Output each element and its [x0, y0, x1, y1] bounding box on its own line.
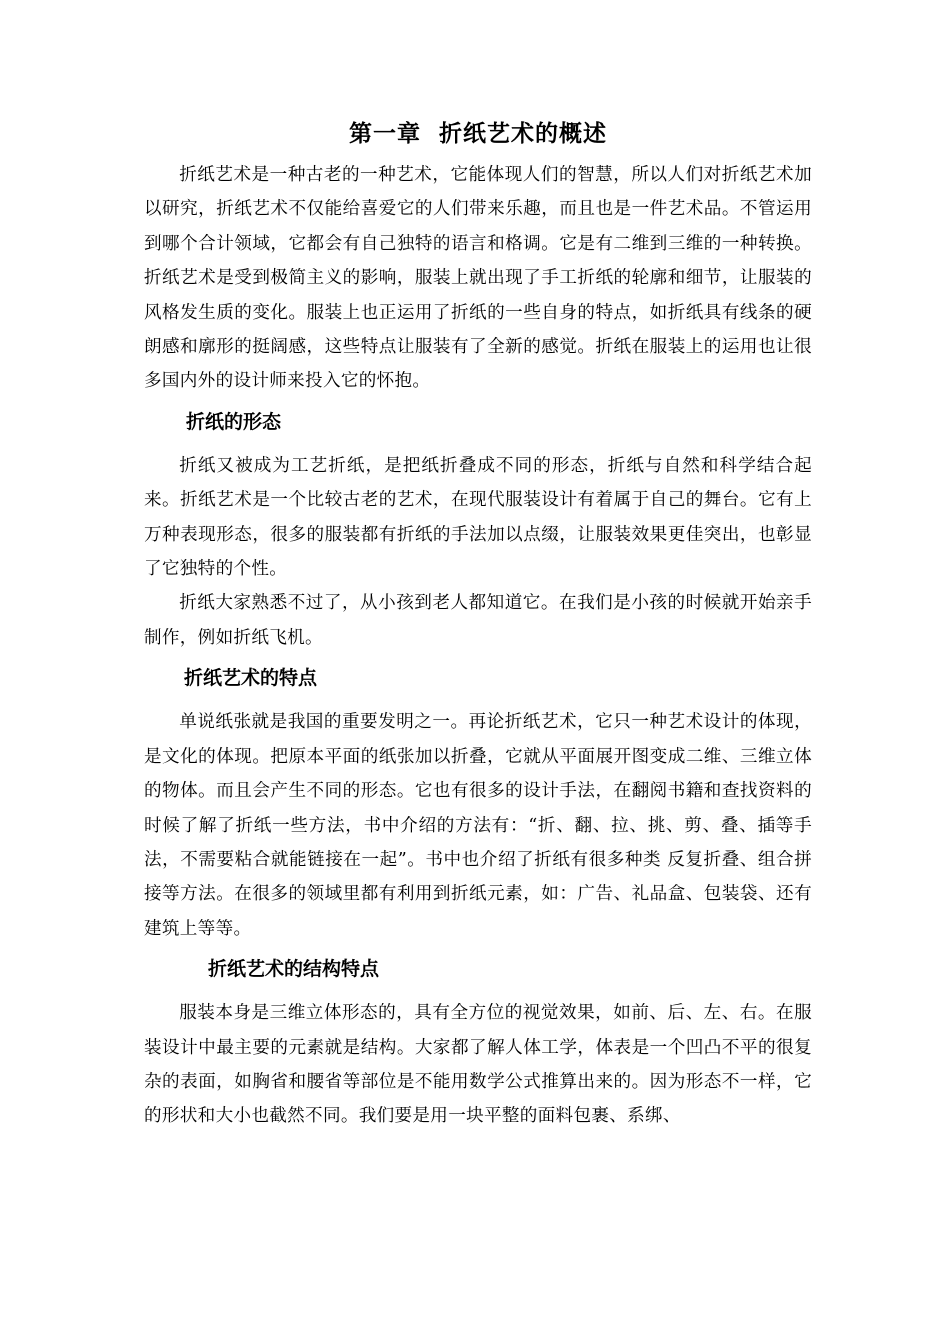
- body-paragraph: 单说纸张就是我国的重要发明之一。再论折纸艺术，它只一种艺术设计的体现，是文化的体现。把原本平面的纸张加以折叠，它就从平面展开图变成二维、三维立体的物体。而且会产生不同的形态。它也有很多的设计手法，在翻阅书籍和查找资料的时候了解了折纸一些方法，书中介绍的方法有：“折、翻、拉、挑、剪、叠、插等手法，不需要粘合就能链接在一起”。书中也介绍了折纸有很多种类 反复折叠、组合拼接等方法。在很多的领域里都有利用到折纸元素，如：广告、礼品盒、包装袋、还有建筑上等等。: [144, 712, 812, 939]
- section-heading-origami-features: 折纸艺术的特点: [184, 667, 318, 690]
- body-paragraph: 折纸又被成为工艺折纸，是把纸折叠成不同的形态，折纸与自然和科学结合起来。折纸艺术是一个比较古老的艺术，在现代服装设计有着属于自己的舞台。它有上万种表现形态，很多的服装都有折纸的手法加以点缀，让服装效果更佳突出，也彰显了它独特的个性。: [144, 455, 812, 580]
- body-paragraph: 折纸大家熟悉不过了，从小孩到老人都知道它。在我们是小孩的时候就开始亲手制作，例如折纸飞机。: [144, 593, 812, 648]
- body-paragraph: 服装本身是三维立体形态的，具有全方位的视觉效果，如前、后、左、右。在服装设计中最主要的元素就是结构。大家都了解人体工学，体表是一个凹凸不平的很复杂的表面，如胸省和腰省等部位是不能用数学公式推算出来的。因为形态不一样，它的形状和大小也截然不同。我们要是用一块平整的面料包裹、系绑、: [144, 1003, 812, 1127]
- intro-paragraph: 折纸艺术是一种古老的一种艺术，它能体现人们的智慧，所以人们对折纸艺术加以研究，折纸艺术不仅能给喜爱它的人们带来乐趣，而且也是一件艺术品。不管运用到哪个合计领域，它都会有自己独特的语言和格调。它是有二维到三维的一种转换。折纸艺术是受到极简主义的影响，服装上就出现了手工折纸的轮廓和细节，让服装的风格发生质的变化。服装上也正运用了折纸的一些自身的特点，如折纸具有线条的硬朗感和廓形的挺阔感，这些特点让服装有了全新的感觉。折纸在服装上的运用也让很多国内外的设计师来投入它的怀抱。: [144, 165, 812, 392]
- page-content: [144, 112, 812, 1134]
- chapter-title: 第一章 折纸艺术的概述: [348, 121, 607, 147]
- section-heading-origami-forms: 折纸的形态: [186, 410, 282, 433]
- section-heading-structural-features: 折纸艺术的结构特点: [208, 958, 380, 981]
